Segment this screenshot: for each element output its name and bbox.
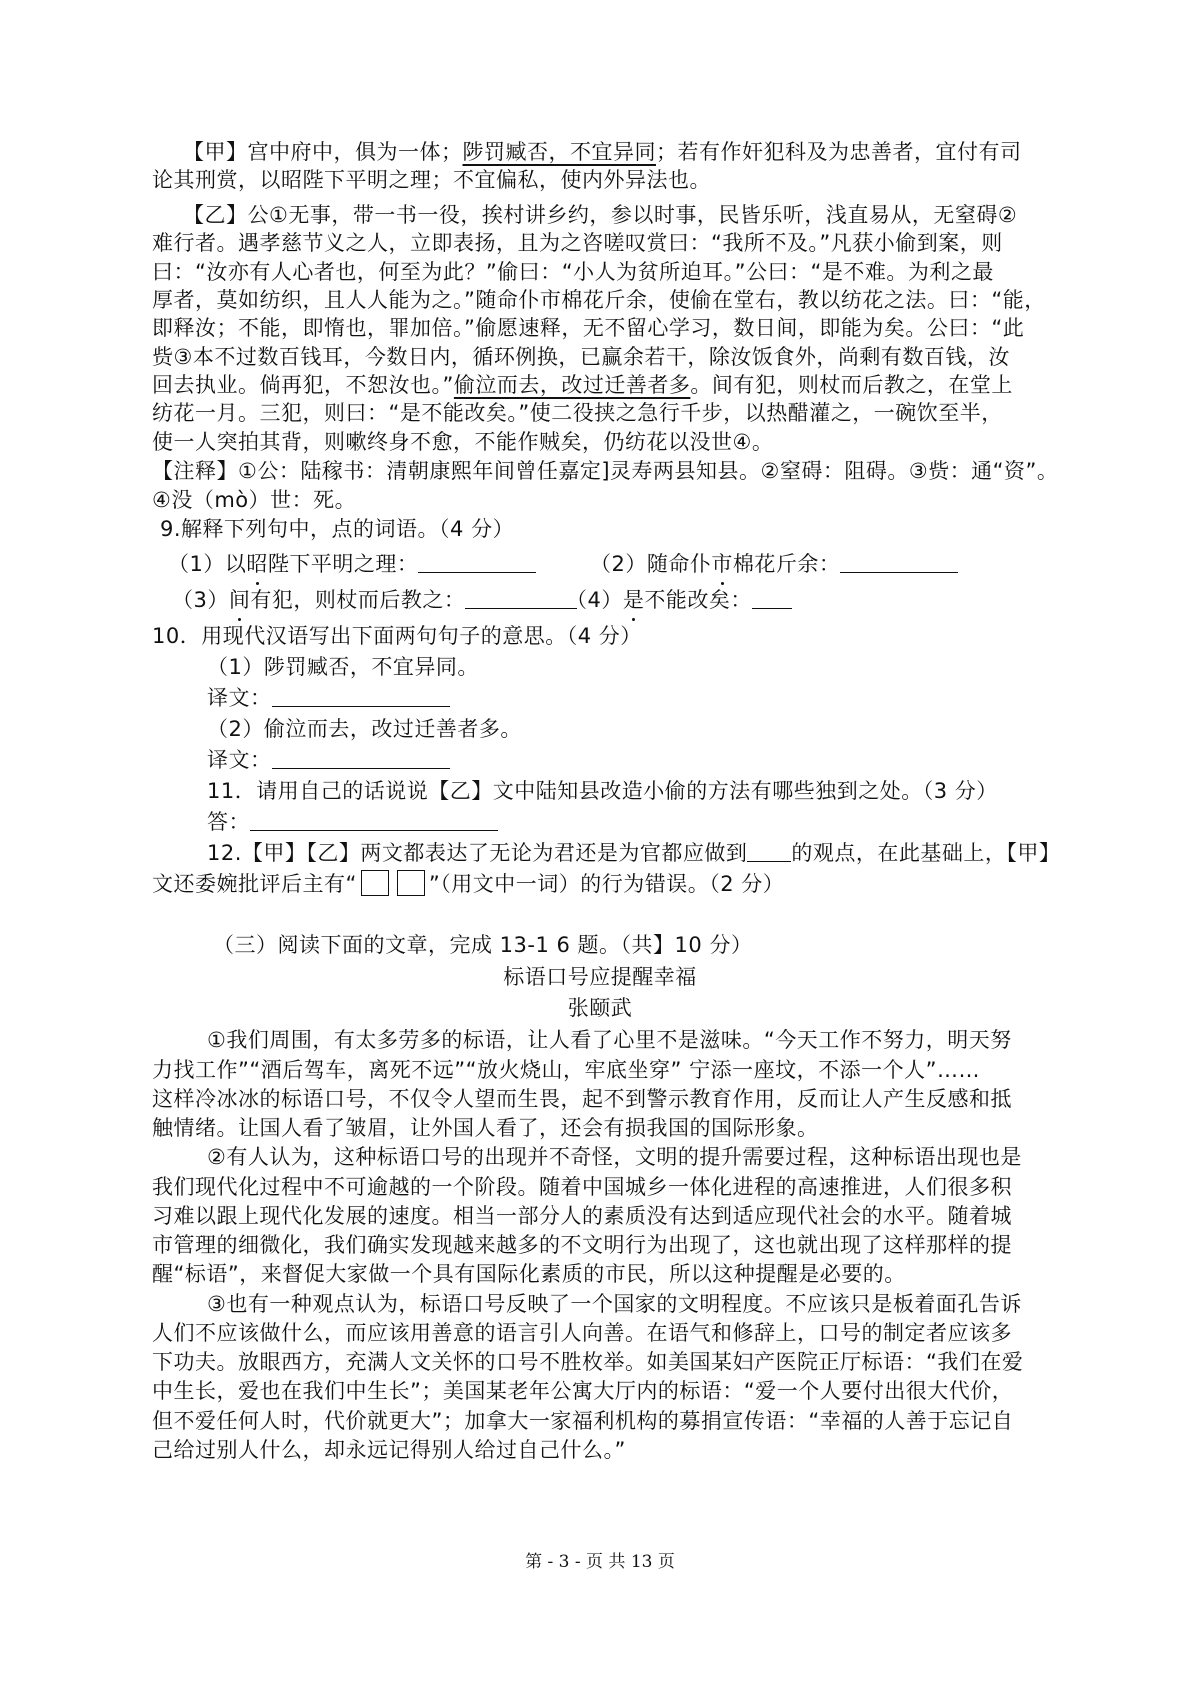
yi-line-8: 纺花一月。三犯，则曰：“是不能改矣。”使二役挟之急行千步，以热醋灌之，一碗饮至半， [152, 401, 1003, 425]
yi-line-9: 使一人突拍其背，则嗽终身不愈，不能作贼矣，仍纺花以没世④。 [152, 430, 774, 454]
yi-line-6: 赀③本不过数百钱耳，今数日内，循环例换，已赢余若干，除汝饭食外，尚剩有数百钱，汝 [152, 345, 1010, 369]
article-p1-line-3: 这样冷冰冰的标语口号，不仅令人望而生畏，起不到警示教育作用，反而让人产生反感和抵 [152, 1087, 1012, 1111]
article-p2-line-5: 醒“标语”，来督促大家做一个具有国际化素质的市民，所以这种提醒是必要的。 [152, 1262, 906, 1286]
yi-line-5: 即释汝；不能，即惰也，罪加倍。”偷愿速释，无不留心学习，数日间，即能为矣。公曰：“此 [152, 316, 1025, 340]
q9-title: 9.解释下列句中，点的词语。（4 分） [160, 517, 515, 541]
q10-answer-2: 译文： [207, 745, 450, 775]
article-p2-line-4: 市管理的细微化，我们确实发现越来越多的不文明行为出现了，这也就出现了这样那样的提 [152, 1233, 1012, 1257]
article-p2-line-3: 习难以跟上现代化发展的速度。相当一部分人的素质没有达到适应现代社会的水平。随着城 [152, 1204, 1012, 1228]
dotted-word: 市 [711, 549, 733, 579]
article-p1-line-1: ①我们周围，有太多劳多的标语，让人看了心里不是滋味。“今天工作不努力，明天努 [207, 1028, 1012, 1052]
jia-text: 【甲】宫中府中，俱为一体； [183, 140, 463, 164]
jia-line-1 [183, 137, 1022, 167]
article-author: 张颐武 [567, 996, 633, 1020]
article-title: 标语口号应提醒幸福 [503, 965, 697, 989]
dotted-word: 是 [623, 585, 645, 615]
q9-item-1: （1）以昭陛下平明之理： [168, 549, 536, 579]
q12-line-1: 12.【甲】【乙】两文都表达了无论为君还是为官都应做到 的观点，在此基础上，【甲】 [207, 841, 1061, 865]
yi-line-4: 厚者，莫如纺织，且人人能为之。”随命仆市棉花斤余，使偷在堂右，教以纺花之法。曰：“能， [152, 288, 1046, 312]
yi-line-1: 【乙】公①无事，带一书一役，挨村讲乡约，参以时事，民皆乐听，浅直易从，无窒碍② [183, 203, 1018, 227]
q10-sentence-1: （1）陟罚臧否，不宜异同。 [207, 655, 479, 679]
article-p3-line-4: 中生长，爱也在我们中生长”；美国某老年公寓大厅内的标语：“爱一个人要付出很大代价， [152, 1379, 1014, 1403]
answer-blank[interactable] [250, 810, 498, 831]
notes-line-2: ④没（mò）世：死。 [152, 488, 357, 512]
dotted-word: 昭 [246, 549, 268, 579]
article-p2-line-2: 我们现代化过程中不可逾越的一个阶段。随着中国城乡一体化进程的高速推进，人们很多积 [152, 1175, 1012, 1199]
answer-blank[interactable] [465, 588, 577, 609]
yi-line-7 [152, 370, 1013, 400]
q10-sentence-2: （2）偷泣而去，改过迁善者多。 [207, 717, 522, 741]
q12-line-2: 文还委婉批评后主有“ ”（用文中一词）的行为错误。（2 分） [152, 872, 785, 896]
jia-text: ；若有作奸犯科及为忠善者，宜付有司 [656, 140, 1022, 164]
yi-text: 回去执业。倘再犯，不恕汝也。” [152, 373, 454, 397]
dotted-word: 间 [229, 585, 251, 615]
q10-title: 10．用现代汉语写出下面两句句子的意思。（4 分） [152, 624, 642, 648]
answer-box[interactable] [361, 870, 389, 896]
q9-item-3: （3）间有犯，则杖而后教之： [172, 585, 577, 615]
answer-box[interactable] [397, 870, 425, 896]
yi-text: 。间有犯，则杖而后教之，在堂上 [690, 373, 1013, 397]
article-p2-line-1: ②有人认为，这种标语口号的出现并不奇怪，文明的提升需要过程，这种标语出现也是 [207, 1145, 1022, 1169]
translation-blank[interactable] [272, 686, 450, 707]
q11-answer: 答： [207, 807, 498, 837]
answer-blank[interactable] [752, 588, 792, 609]
yi-line-2: 难行者。遇孝慈节义之人，立即表扬，且为之咨嗟叹赏曰：“我所不及。”凡获小偷到案，则 [152, 231, 1003, 255]
article-p3-line-3: 下功夫。放眼西方，充满人文关怀的口号不胜枚举。如美国某妇产医院正厅标语：“我们在爱 [152, 1350, 1024, 1374]
jia-underlined-sentence: 陟罚臧否，不宜异同 [462, 140, 656, 164]
yi-line-3: 曰：“汝亦有人心者也，何至为此？”偷曰：“小人为贫所迫耳。”公曰：“是不难。为利之最 [152, 260, 994, 284]
q10-answer-1: 译文： [207, 683, 450, 713]
jia-line-2: 论其刑赏，以昭陛下平明之理；不宜偏私，使内外异法也。 [152, 168, 711, 192]
page-footer: 第 - 3 - 页 共 13 页 [525, 1552, 675, 1572]
yi-underlined-sentence: 偷泣而去，改过迁善者多 [453, 373, 691, 397]
answer-blank[interactable] [747, 841, 791, 862]
q9-item-4: （4）是不能改矣： [566, 585, 792, 615]
answer-blank[interactable] [418, 552, 536, 573]
article-p3-line-6: 己给过别人什么，却永远记得别人给过自己什么。” [152, 1438, 626, 1462]
article-p1-line-4: 触情绪。让国人看了皱眉，让外国人看了，还会有损我国的国际形象。 [152, 1116, 819, 1140]
article-p3-line-1: ③也有一种观点认为，标语口号反映了一个国家的文明程度。不应该只是板着面孔告诉 [207, 1292, 1022, 1316]
translation-blank[interactable] [272, 748, 450, 769]
q11-title: 11．请用自己的话说说【乙】文中陆知县改造小偷的方法有哪些独到之处。（3 分） [207, 779, 998, 803]
section3-header: （三）阅读下面的文章，完成 13-1 6 题。（共】10 分） [213, 933, 753, 957]
article-p3-line-2: 人们不应该做什么，而应该用善意的语言引人向善。在语气和修辞上，口号的制定者应该多 [152, 1321, 1012, 1345]
article-p1-line-2: 力找工作”“酒后驾车，离死不远”“放火烧山，牢底坐穿” 宁添一座坟，不添一个人”…… [152, 1058, 980, 1082]
article-p3-line-5: 但不爱任何人时，代价就更大”；加拿大一家福利机构的募捐宣传语：“幸福的人善于忘记自 [152, 1409, 1014, 1433]
notes-line-1: 【注释】①公：陆稼书：清朝康熙年间曾任嘉定]灵寿两县知县。②窒碍：阻碍。③赀：通“资”。 [152, 459, 1059, 483]
answer-blank[interactable] [840, 552, 958, 573]
q9-item-2: （2）随命仆市棉花斤余： [590, 549, 958, 579]
